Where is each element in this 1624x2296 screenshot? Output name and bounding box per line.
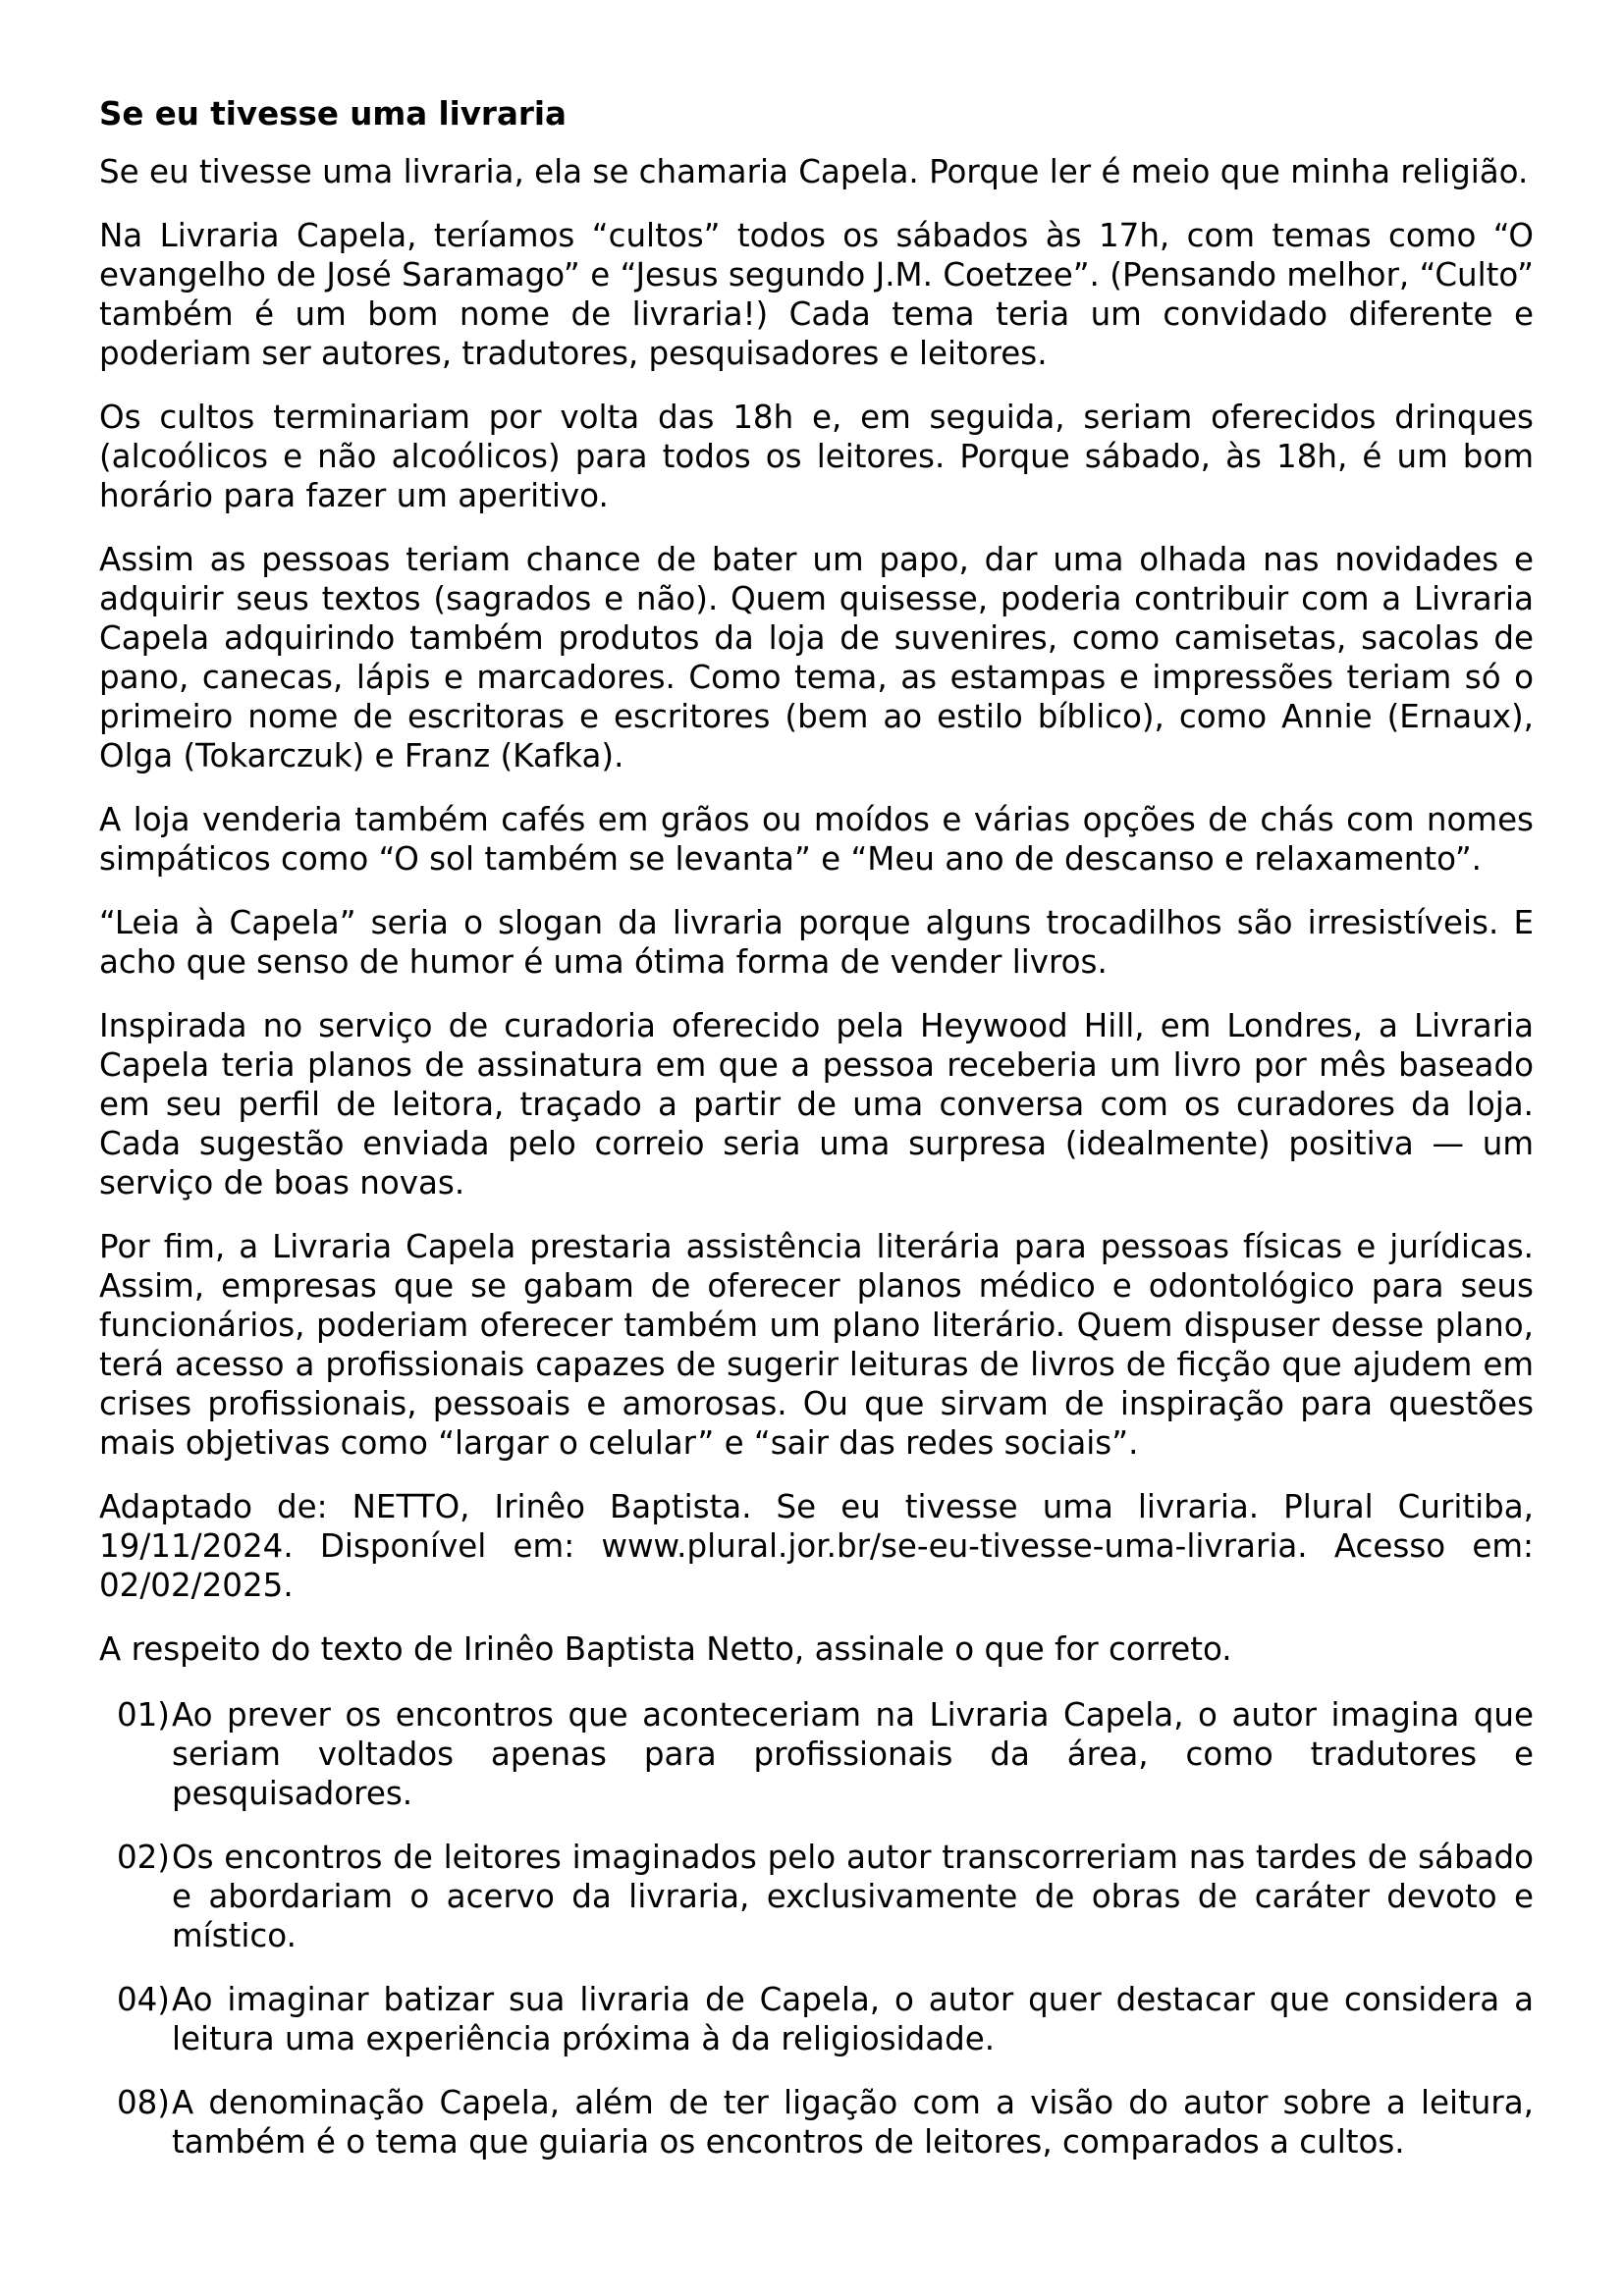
answer-options <box>99 1695 1534 2162</box>
option-08 <box>99 2083 1534 2162</box>
question-prompt: A respeito do texto de Irinêo Baptista Netto, assinale o que for correto. <box>99 1630 1232 1668</box>
option-04 <box>99 1980 1534 2058</box>
article-paragraph-7: Inspirada no serviço de curadoria oferecido pela Heywood Hill, em Londres, a Livraria Capela teria planos de assinatura em que a pessoa receberia um livro por mês baseado em seu perfil de leitora, traçado a partir de uma conversa com os curadores da loja. Cada sugestão enviada pelo correio seria uma surpresa (idealmente) positiva — um serviço de boas novas. <box>99 1007 1534 1201</box>
article-paragraph-2: Na Livraria Capela, teríamos “cultos” todos os sábados às 17h, com temas como “O evangelho de José Saramago” e “Jesus segundo J.M. Coetzee”. (Pensando melhor, “Culto” também é um bom nome de livraria!) Cada tema teria um convidado diferente e poderiam ser autores, tradutores, pesquisadores e leitores. <box>99 217 1534 372</box>
option-number: 01) <box>116 1696 170 1734</box>
option-text: Ao prever os encontros que aconteceriam na Livraria Capela, o autor imagina que seriam voltados apenas para profissionais da área, como tradutores e pesquisadores. <box>172 1696 1534 1812</box>
article-paragraph-6: “Leia à Capela” seria o slogan da livraria porque alguns trocadilhos são irresistíveis. E acho que senso de humor é uma ótima forma de vender livros. <box>99 904 1534 981</box>
option-text: Os encontros de leitores imaginados pelo autor transcorreriam nas tardes de sábado e abordariam o acervo da livraria, exclusivamente de obras de caráter devoto e místico. <box>172 1839 1534 1954</box>
article-paragraph-5: A loja venderia também cafés em grãos ou moídos e várias opções de chás com nomes simpáticos como “O sol também se levanta” e “Meu ano de descanso e relaxamento”. <box>99 801 1534 878</box>
option-01 <box>99 1695 1534 1813</box>
option-text: A denominação Capela, além de ter ligação com a visão do autor sobre a leitura, também é o tema que guiaria os encontros de leitores, comparados a cultos. <box>172 2084 1534 2161</box>
option-number: 08) <box>116 2084 170 2121</box>
article-title: Se eu tivesse uma livraria <box>99 95 567 133</box>
source-citation: Adaptado de: NETTO, Irinêo Baptista. Se eu tivesse uma livraria. Plural Curitiba, 19/11/2024. Disponível em: www.plural.jor.br/se-eu-tivesse-uma-livraria. Acesso em: 02/02/2025. <box>99 1488 1534 1604</box>
option-text: Ao imaginar batizar sua livraria de Capela, o autor quer destacar que considera a leitura uma experiência próxima à da religiosidade. <box>172 1981 1534 2057</box>
article-paragraph-8: Por fim, a Livraria Capela prestaria assistência literária para pessoas físicas e jurídicas. Assim, empresas que se gabam de oferecer planos médico e odontológico para seus funcionários, poderiam oferecer também um plano literário. Quem dispuser desse plano, terá acesso a profissionais capazes de sugerir leituras de livros de ficção que ajudem em crises profissionais, pessoais e amorosas. Ou que sirvam de inspiração para questões mais objetivas como “largar o celular” e “sair das redes sociais”. <box>99 1228 1534 1462</box>
article-paragraph-4: Assim as pessoas teriam chance de bater um papo, dar uma olhada nas novidades e adquirir seus textos (sagrados e não). Quem quisesse, poderia contribuir com a Livraria Capela adquirindo também produtos da loja de suvenires, como camisetas, sacolas de pano, canecas, lápis e marcadores. Como tema, as estampas e impressões teriam só o primeiro nome de escritoras e escritores (bem ao estilo bíblico), como Annie (Ernaux), Olga (Tokarczuk) e Franz (Kafka). <box>99 541 1534 774</box>
option-02 <box>99 1838 1534 1955</box>
option-number: 04) <box>116 1981 170 2018</box>
article-paragraph-3: Os cultos terminariam por volta das 18h e, em seguida, seriam oferecidos drinques (alcoólicos e não alcoólicos) para todos os leitores. Porque sábado, às 18h, é um bom horário para fazer um aperitivo. <box>99 399 1534 514</box>
option-number: 02) <box>116 1839 170 1876</box>
article-paragraph-1: Se eu tivesse uma livraria, ela se chamaria Capela. Porque ler é meio que minha religião. <box>99 153 1529 190</box>
exam-page <box>99 94 1534 2186</box>
